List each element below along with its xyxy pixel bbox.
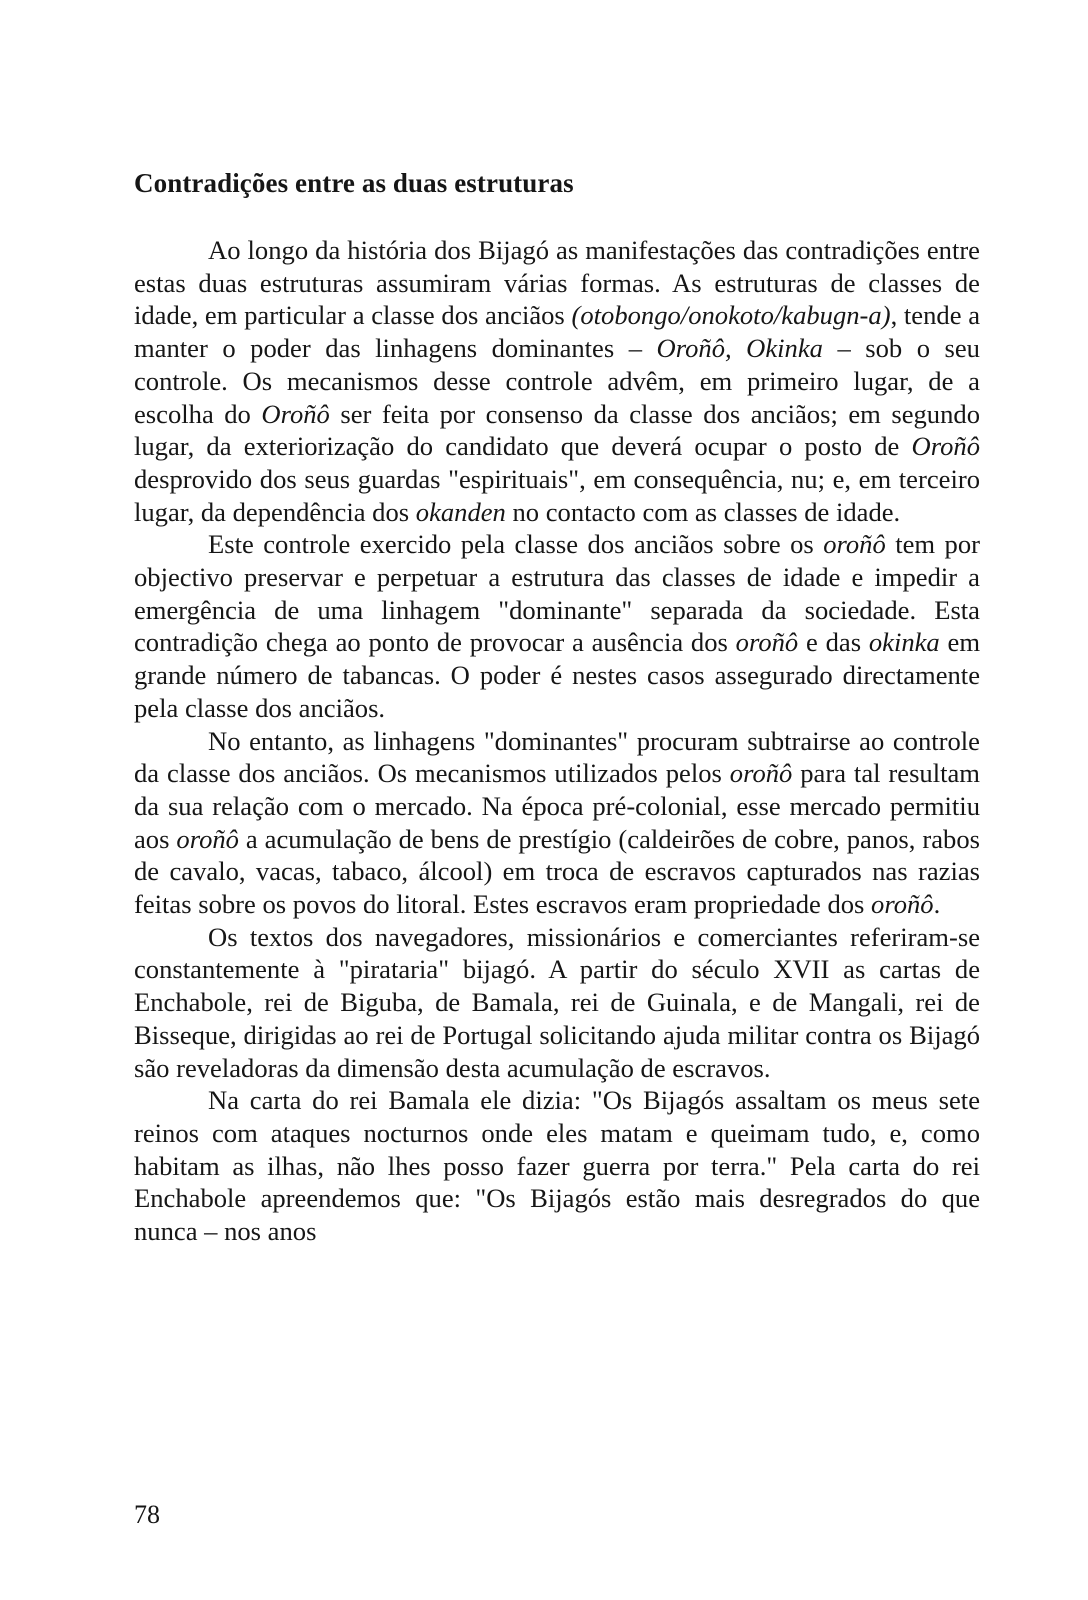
italic-term: okinka <box>868 627 940 658</box>
text-run: desprovido dos seus guardas "espirituais", em consequência, nu; e, em terceiro lugar, da dependência dos <box>134 463 980 527</box>
text-run: para tal resultam da sua relação com o mercado. Na época pré-colonial, esse mercado permitiu aos <box>134 758 980 854</box>
text-run: . <box>933 889 941 920</box>
body-text <box>134 234 980 1248</box>
paragraph <box>134 725 980 921</box>
section-heading: Contradições entre as duas estruturas <box>134 168 574 198</box>
text-run: – sob o seu controle. Os mecanismos desse controle advêm, em primeiro lugar, de a escolha do <box>134 333 980 429</box>
italic-term: oroñô <box>823 529 886 560</box>
text-run: no contacto com as classes de idade. <box>505 496 901 527</box>
text-run: Os textos dos navegadores, missionários e comerciantes referiram-se constantemente à "pirataria" bijagó. A partir do século XVII as cartas de Enchabole, rei de Biguba, de Bamala, rei de Guinala, e de Mangali, rei de Bisseque, dirigidas ao rei de Portugal solicitando ajuda militar contra os Bijagó são reveladoras da dimensão desta acumulação de escravos. <box>134 921 980 1083</box>
text-run: e das <box>798 627 869 658</box>
italic-term: okanden <box>415 496 506 527</box>
document-page <box>134 0 980 1600</box>
italic-term: Oroñô, Okinka <box>656 333 823 364</box>
italic-term: Oroñô <box>261 398 330 429</box>
italic-term: Oroñô <box>911 431 980 462</box>
text-run: a acumulação de bens de prestígio (caldeirões de cobre, panos, rabos de cavalo, vacas, tabaco, álcool) em troca de escravos capturados nas razias feitas sobre os povos do litoral. Estes escravos eram propriedade dos <box>134 823 980 920</box>
italic-term: oroñô <box>871 889 934 920</box>
paragraph <box>134 528 980 724</box>
paragraph <box>134 234 980 528</box>
text-run: tem por objectivo preservar e perpetuar a estrutura das classes de idade e impedir a emergência de uma linhagem "dominante" separada da sociedade. Esta contradição chega ao ponto de provocar a ausência dos <box>134 529 981 658</box>
text-run: ser feita por consenso da classe dos anciãos; em segundo lugar, da exteriorização do candidato que deverá ocupar o posto de <box>134 398 980 462</box>
italic-term: oroñô <box>729 758 793 789</box>
paragraph <box>134 1084 980 1248</box>
text-run: Na carta do rei Bamala ele dizia: "Os Bijagós assaltam os meus sete reinos com ataques nocturnos onde eles matam e queimam tudo, e, como habitam as ilhas, não lhes posso fazer guerra por terra." Pela carta do rei Enchabole apreendemos que: "Os Bijagós estão mais desregrados do que nunca – nos anos <box>134 1085 980 1247</box>
italic-term: oroñô <box>735 627 799 658</box>
paragraph <box>134 921 980 1085</box>
italic-term: oroñô <box>176 823 239 854</box>
text-run: Ao longo da história dos Bijagó as manifestações das contradições entre estas duas estruturas assumiram várias formas. As estruturas de classes de idade, em particular a classe dos anciãos <box>134 235 980 331</box>
text-run: Este controle exercido pela classe dos anciãos sobre os <box>208 529 824 560</box>
text-run: No entanto, as linhagens "dominantes" procuram subtrairse ao controle da classe dos anciãos. Os mecanismos utilizados pelos <box>134 725 980 789</box>
text-run: , tende a manter o poder das linhagens dominantes – <box>134 300 980 364</box>
text-run: em grande número de tabancas. O poder é nestes casos assegurado directamente pela classe dos anciãos. <box>134 627 981 723</box>
page-number: 78 <box>134 1500 160 1529</box>
italic-term: (otobongo/onokoto/kabugn-a) <box>571 300 891 331</box>
